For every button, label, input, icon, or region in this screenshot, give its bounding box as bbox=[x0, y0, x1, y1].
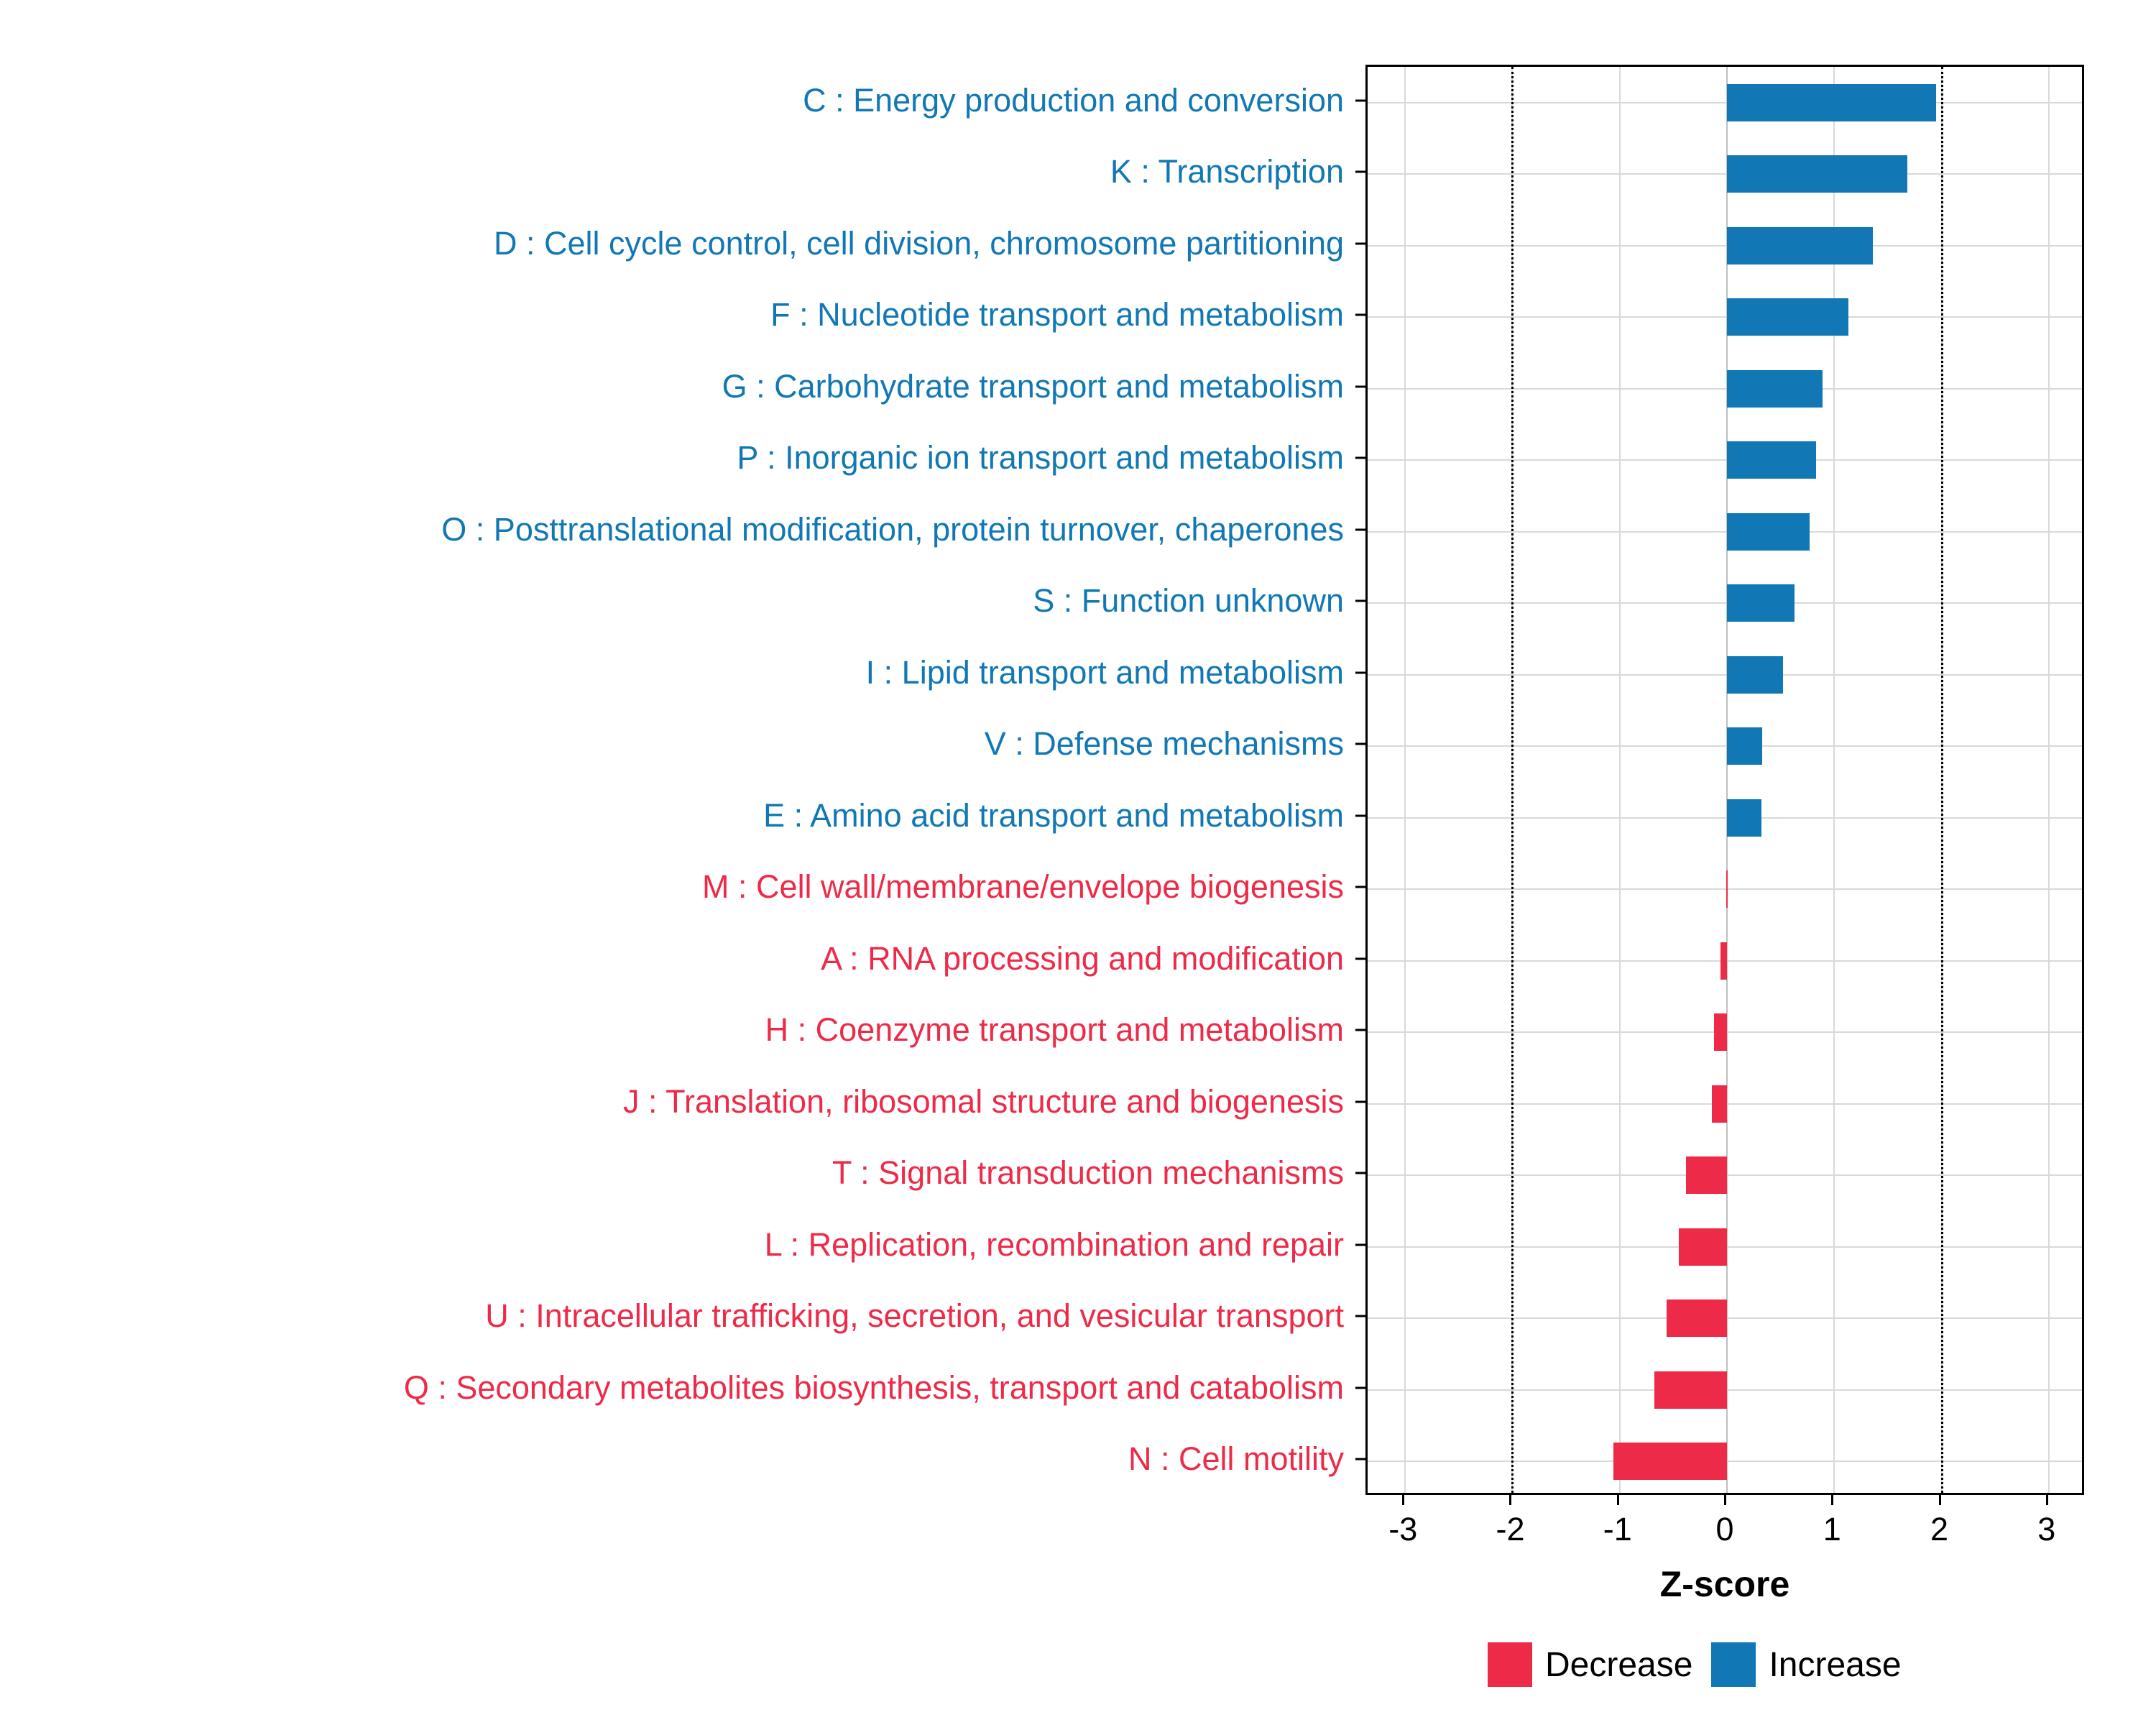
x-axis-tick-label: 3 bbox=[2037, 1511, 2056, 1547]
y-axis-tick bbox=[1355, 314, 1365, 316]
zero-line bbox=[1726, 67, 1728, 1493]
x-axis-tick bbox=[1509, 1495, 1511, 1505]
legend-item bbox=[1711, 1642, 1901, 1687]
category-label: I : Lipid transport and metabolism bbox=[865, 653, 1344, 691]
y-axis-tick bbox=[1355, 99, 1365, 101]
gridline-horizontal bbox=[1368, 459, 2082, 461]
y-axis-tick bbox=[1355, 171, 1365, 173]
category-label: T : Signal transduction mechanisms bbox=[831, 1154, 1344, 1192]
bar bbox=[1679, 1228, 1727, 1266]
x-axis-tick bbox=[1724, 1495, 1726, 1505]
y-axis-tick bbox=[1355, 1386, 1365, 1389]
bar bbox=[1613, 1443, 1727, 1480]
bar bbox=[1727, 84, 1936, 121]
y-axis-tick bbox=[1355, 528, 1365, 530]
category-label: V : Defense mechanisms bbox=[984, 725, 1344, 763]
legend-label: Decrease bbox=[1545, 1645, 1693, 1684]
y-axis-tick bbox=[1355, 1458, 1365, 1460]
gridline-vertical bbox=[1619, 67, 1621, 1493]
gridline-vertical bbox=[1833, 67, 1835, 1493]
gridline-horizontal bbox=[1368, 388, 2082, 390]
legend-swatch bbox=[1711, 1642, 1756, 1687]
category-label: E : Amino acid transport and metabolism bbox=[763, 796, 1344, 834]
legend bbox=[1488, 1642, 1902, 1687]
category-axis-labels bbox=[0, 65, 1365, 1495]
category-label: J : Translation, ribosomal structure and biogenesis bbox=[622, 1082, 1344, 1120]
bar bbox=[1720, 942, 1727, 980]
bar bbox=[1667, 1300, 1727, 1337]
y-axis-tick bbox=[1355, 242, 1365, 244]
x-axis-tick-label: 1 bbox=[1823, 1511, 1841, 1547]
category-label: C : Energy production and conversion bbox=[803, 81, 1344, 119]
bar bbox=[1727, 370, 1823, 408]
x-axis-tick bbox=[1617, 1495, 1619, 1505]
y-axis-tick bbox=[1355, 600, 1365, 602]
x-axis-tick bbox=[2046, 1495, 2048, 1505]
category-label: L : Replication, recombination and repair bbox=[764, 1225, 1344, 1263]
y-axis-tick bbox=[1355, 385, 1365, 387]
y-axis-tick bbox=[1355, 1315, 1365, 1317]
category-label: N : Cell motility bbox=[1128, 1440, 1344, 1478]
category-label: Q : Secondary metabolites biosynthesis, transport and catabolism bbox=[403, 1368, 1344, 1406]
gridline-horizontal bbox=[1368, 531, 2082, 533]
gridline-horizontal bbox=[1368, 173, 2082, 175]
category-label: O : Posttranslational modification, protein turnover, chaperones bbox=[441, 510, 1344, 548]
x-axis-tick-label: 2 bbox=[1930, 1511, 1949, 1547]
bar bbox=[1727, 441, 1816, 479]
legend-item bbox=[1488, 1642, 1692, 1687]
reference-line bbox=[1511, 67, 1514, 1493]
x-axis-tick-label: -3 bbox=[1388, 1511, 1418, 1547]
gridline-vertical bbox=[2048, 67, 2050, 1493]
gridline-horizontal bbox=[1368, 316, 2082, 318]
y-axis-tick bbox=[1355, 1029, 1365, 1031]
bar bbox=[1727, 727, 1762, 765]
gridline-horizontal bbox=[1368, 674, 2082, 676]
y-axis-tick bbox=[1355, 1172, 1365, 1174]
gridline-horizontal bbox=[1368, 817, 2082, 819]
y-axis-tick bbox=[1355, 814, 1365, 816]
category-label: U : Intracellular trafficking, secretion, and vesicular transport bbox=[485, 1297, 1344, 1335]
bar bbox=[1712, 1085, 1727, 1123]
category-label: K : Transcription bbox=[1110, 153, 1344, 190]
y-axis-tick bbox=[1355, 743, 1365, 745]
y-axis-tick bbox=[1355, 886, 1365, 888]
category-label: G : Carbohydrate transport and metabolism bbox=[722, 367, 1344, 405]
gridline-horizontal bbox=[1368, 245, 2082, 247]
category-label: A : RNA processing and modification bbox=[821, 939, 1344, 977]
y-axis-tick bbox=[1355, 1243, 1365, 1246]
gridline-horizontal bbox=[1368, 888, 2082, 890]
bar bbox=[1727, 513, 1810, 551]
x-axis-tick-label: -1 bbox=[1603, 1511, 1632, 1547]
plot-area bbox=[1365, 65, 2084, 1495]
bar bbox=[1714, 1013, 1727, 1051]
bar bbox=[1727, 584, 1795, 622]
bar bbox=[1727, 298, 1848, 336]
x-axis-tick bbox=[1402, 1495, 1404, 1505]
category-label: S : Function unknown bbox=[1033, 582, 1344, 620]
bar bbox=[1686, 1156, 1727, 1194]
x-axis-tick-label: 0 bbox=[1715, 1511, 1734, 1547]
y-axis-tick bbox=[1355, 671, 1365, 673]
bar bbox=[1727, 227, 1873, 264]
category-label: H : Coenzyme transport and metabolism bbox=[765, 1011, 1344, 1049]
y-axis-tick bbox=[1355, 1100, 1365, 1103]
x-axis-tick bbox=[1939, 1495, 1941, 1505]
reference-line bbox=[1941, 67, 1943, 1493]
x-axis-title: Z-score bbox=[1659, 1564, 1790, 1604]
category-label: P : Inorganic ion transport and metabolism bbox=[737, 439, 1344, 477]
category-label: M : Cell wall/membrane/envelope biogenesis bbox=[702, 868, 1344, 906]
y-axis-tick bbox=[1355, 957, 1365, 960]
legend-label: Increase bbox=[1769, 1645, 1902, 1684]
category-label: D : Cell cycle control, cell division, chromosome partitioning bbox=[494, 224, 1344, 262]
y-axis-tick bbox=[1355, 457, 1365, 459]
bar bbox=[1654, 1371, 1727, 1409]
bar bbox=[1727, 799, 1761, 837]
bar bbox=[1726, 870, 1728, 908]
x-axis-tick-label: -2 bbox=[1496, 1511, 1525, 1547]
legend-swatch bbox=[1488, 1642, 1532, 1687]
gridline-horizontal bbox=[1368, 602, 2082, 604]
gridline-horizontal bbox=[1368, 102, 2082, 104]
gridline-horizontal bbox=[1368, 745, 2082, 747]
bar bbox=[1727, 656, 1783, 694]
x-axis-tick bbox=[1831, 1495, 1833, 1505]
bar bbox=[1727, 155, 1907, 193]
gridline-vertical bbox=[1404, 67, 1406, 1493]
category-label: F : Nucleotide transport and metabolism bbox=[770, 296, 1344, 334]
